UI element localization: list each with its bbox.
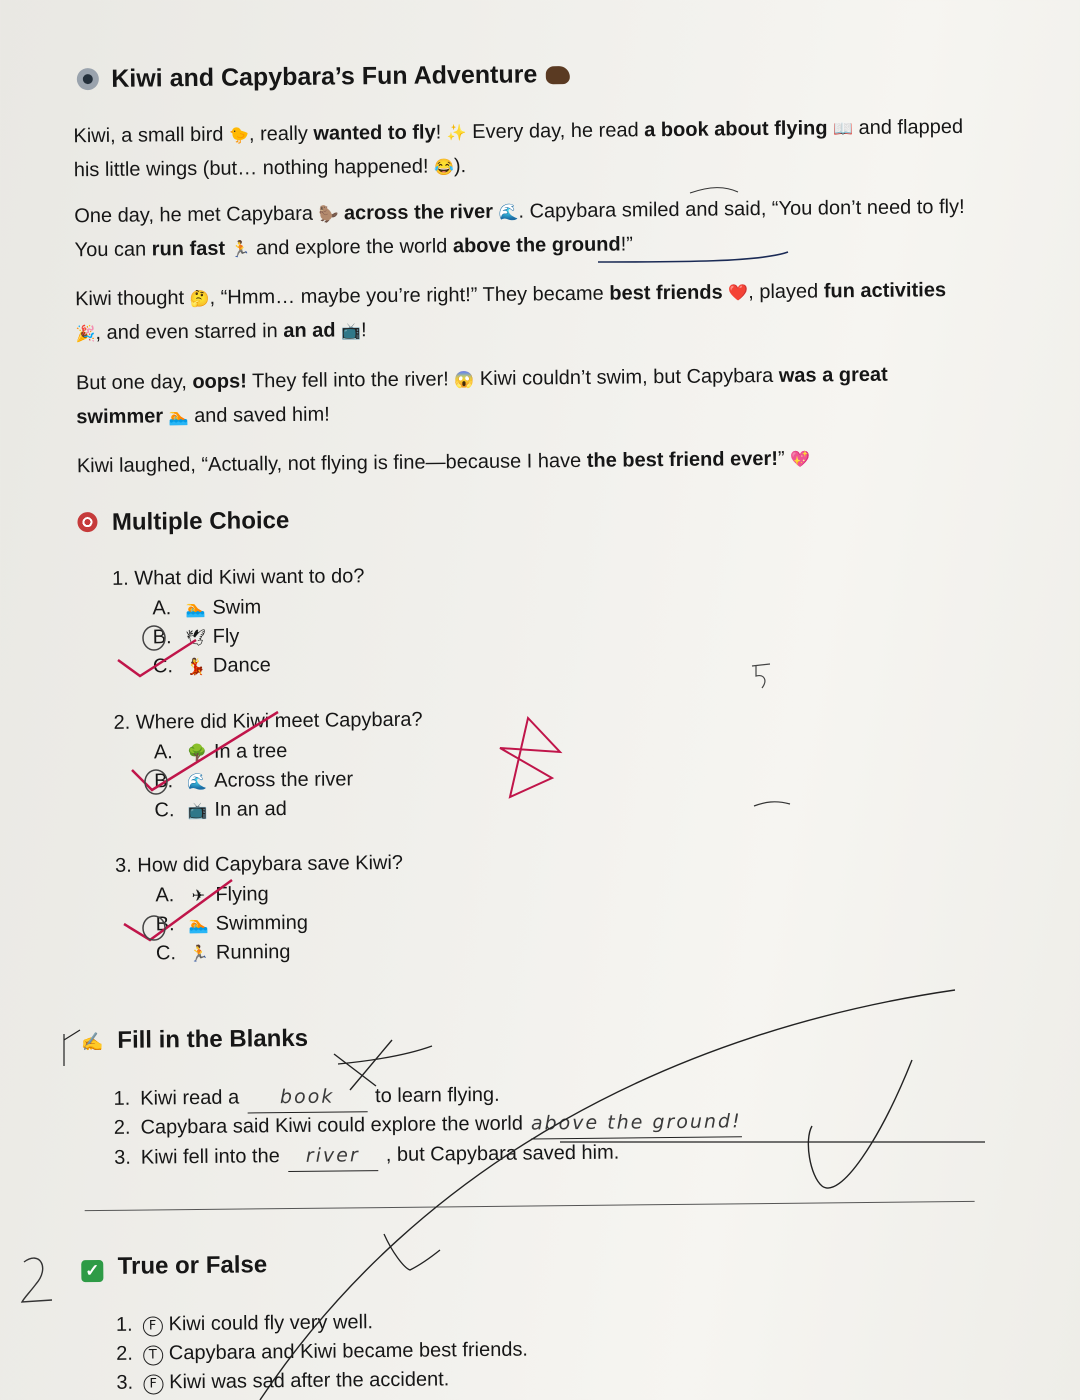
mc-option[interactable] bbox=[153, 651, 271, 682]
fib-prompt: Capybara said Kiwi could explore the world bbox=[140, 1112, 524, 1139]
fib-answer[interactable]: book bbox=[247, 1082, 367, 1113]
mc-option[interactable] bbox=[154, 737, 288, 768]
emoji-icon: 🎉 bbox=[75, 326, 96, 344]
emoji-icon: 😂 bbox=[433, 159, 455, 177]
emoji-icon: 😱 bbox=[454, 372, 475, 390]
mc-option-text: In an ad bbox=[214, 798, 287, 821]
story-text: and saved him! bbox=[188, 403, 330, 428]
emoji-icon: 🐤 bbox=[228, 127, 250, 145]
mc-option-letter: A. bbox=[152, 597, 172, 620]
mc-option-text: Swimming bbox=[215, 911, 309, 935]
swimmer-icon: 🏊 bbox=[188, 916, 209, 935]
story-text: ! bbox=[360, 319, 367, 342]
mc-option-text: Fly bbox=[212, 625, 240, 648]
fib-item bbox=[114, 1107, 750, 1144]
mc-option-text: Dance bbox=[212, 654, 271, 677]
story-text: They fell into the river! bbox=[246, 368, 455, 393]
fib-continuation: to learn flying. bbox=[375, 1083, 500, 1108]
mc-question: 1. What did Kiwi want to do? bbox=[111, 565, 365, 590]
mc-option[interactable] bbox=[156, 909, 309, 941]
fib-answer[interactable]: river bbox=[288, 1141, 378, 1172]
story-text: ). bbox=[453, 155, 467, 178]
emoji-icon: 🦫 bbox=[318, 206, 339, 224]
story-paragraph bbox=[77, 441, 977, 484]
tf-number: 1. bbox=[115, 1313, 133, 1336]
emoji-icon: 🌊 bbox=[498, 204, 519, 222]
emoji-icon: 💖 bbox=[790, 451, 811, 469]
story-text: Kiwi couldn’t swim, but Capybara bbox=[474, 364, 779, 391]
writing-hand-icon: ✍ bbox=[80, 1031, 104, 1053]
dancer-icon: 💃 bbox=[185, 658, 207, 677]
tf-item bbox=[116, 1336, 528, 1369]
runner-icon: 🏃 bbox=[188, 945, 210, 964]
story-text: , really bbox=[248, 122, 314, 146]
story-bold-text: was a great swimmer bbox=[76, 363, 888, 429]
story-text: . Capybara smiled and said, “You don’t need to fly! You can bbox=[74, 195, 965, 262]
fib-number: 2. bbox=[113, 1116, 131, 1139]
mc-option[interactable] bbox=[152, 593, 261, 624]
emoji-icon: ❤️ bbox=[728, 285, 749, 303]
story-bold-text: across the river bbox=[343, 200, 494, 225]
mc-option-text: Flying bbox=[215, 883, 269, 906]
checkbox-icon: ✓ bbox=[81, 1260, 103, 1282]
story-bold-text: best friends bbox=[609, 281, 723, 305]
story-bold-text: above the ground bbox=[452, 233, 621, 258]
mc-option-letter: A. bbox=[155, 884, 175, 907]
tf-number: 3. bbox=[116, 1371, 134, 1394]
story-text: Kiwi laughed, “Actually, not flying is fine—because I have bbox=[76, 449, 587, 478]
capybara-icon bbox=[546, 66, 570, 84]
story-text: ! bbox=[435, 121, 447, 144]
mc-option-text: Running bbox=[215, 941, 291, 964]
mc-question: 2. Where did Kiwi meet Capybara? bbox=[113, 708, 423, 734]
mc-option[interactable] bbox=[155, 880, 269, 911]
story-paragraph bbox=[76, 358, 977, 435]
airplane-icon: ✈ bbox=[191, 887, 206, 906]
mc-option[interactable] bbox=[153, 623, 240, 654]
fib-prompt: Kiwi fell into the bbox=[140, 1145, 280, 1169]
mc-option-letter: B. bbox=[155, 913, 175, 936]
tf-answer[interactable]: F bbox=[143, 1374, 163, 1394]
story-text: , played bbox=[748, 280, 824, 304]
emoji-icon: 🏃 bbox=[230, 241, 251, 259]
mc-option-letter: B. bbox=[154, 770, 174, 793]
mc-heading-text: Multiple Choice bbox=[111, 507, 290, 536]
fib-prompt: Kiwi read a bbox=[140, 1086, 240, 1110]
tf-answer[interactable]: T bbox=[143, 1345, 163, 1365]
story-text: But one day, bbox=[75, 371, 193, 395]
tf-number: 2. bbox=[116, 1342, 133, 1365]
emoji-icon: ✨ bbox=[446, 125, 467, 143]
story-text: , and even starred in bbox=[95, 320, 284, 345]
mc-option-letter: C. bbox=[154, 799, 175, 822]
story-text: !” bbox=[620, 233, 634, 256]
tf-statement: Kiwi was sad after the accident. bbox=[169, 1368, 450, 1394]
story-text: One day, he met Capybara bbox=[74, 202, 319, 228]
mc-option-text: Across the river bbox=[214, 768, 354, 792]
tf-statement: Capybara and Kiwi became best friends. bbox=[168, 1338, 529, 1365]
mc-option-letter: C. bbox=[152, 655, 174, 678]
emoji-icon: 📖 bbox=[833, 121, 854, 139]
story-bold-text: run fast bbox=[151, 237, 226, 261]
wave-icon: 🌊 bbox=[187, 773, 208, 792]
title-row bbox=[77, 60, 570, 94]
story-paragraph bbox=[73, 111, 974, 188]
mc-option-letter: A. bbox=[153, 741, 173, 764]
tree-icon: 🌳 bbox=[186, 744, 207, 763]
mc-option[interactable] bbox=[154, 765, 353, 797]
fib-number: 1. bbox=[113, 1087, 131, 1110]
story-paragraph bbox=[75, 274, 976, 351]
emoji-icon: 🏊 bbox=[168, 409, 189, 427]
page-title: Kiwi and Capybara’s Fun Adventure bbox=[111, 60, 538, 93]
tf-heading bbox=[81, 1251, 267, 1282]
fib-item bbox=[114, 1139, 619, 1174]
story-text: and explore the world bbox=[250, 235, 454, 260]
tf-item bbox=[116, 1365, 449, 1397]
eye-icon bbox=[77, 68, 99, 90]
story-text: ” bbox=[777, 447, 791, 470]
tf-answer[interactable]: F bbox=[142, 1316, 162, 1336]
fib-continuation: , but Capybara saved him. bbox=[385, 1141, 620, 1167]
mc-option[interactable] bbox=[154, 795, 287, 826]
mc-option-letter: B. bbox=[152, 626, 172, 649]
story-paragraph bbox=[74, 191, 975, 268]
story-text: Kiwi, a small bird bbox=[73, 123, 230, 148]
tf-item bbox=[116, 1308, 373, 1340]
story-bold-text: oops! bbox=[192, 370, 247, 394]
dove-icon: 🕊 bbox=[185, 629, 206, 648]
story-bold-text: fun activities bbox=[823, 279, 947, 303]
emoji-icon: 🤔 bbox=[189, 290, 210, 309]
story-text: , “Hmm… maybe you’re right!” They became bbox=[209, 282, 610, 309]
story-bold-text: an ad bbox=[283, 319, 336, 343]
mc-option-letter: C. bbox=[155, 942, 177, 965]
story-bold-text: a book about flying bbox=[644, 117, 828, 142]
tf-statement: Kiwi could fly very well. bbox=[168, 1311, 374, 1336]
section-divider bbox=[85, 1201, 975, 1211]
story-bold-text: wanted to fly bbox=[313, 121, 436, 145]
story-text: Every day, he read bbox=[466, 119, 645, 144]
story bbox=[73, 111, 973, 478]
fib-heading bbox=[81, 1025, 308, 1055]
mc-option-text: Swim bbox=[212, 596, 262, 619]
mc-option[interactable] bbox=[156, 938, 291, 969]
mc-heading bbox=[77, 507, 289, 537]
mc-question: 3. How did Capybara save Kiwi? bbox=[114, 851, 404, 877]
tf-heading-text: True or False bbox=[117, 1251, 268, 1280]
swimmer-icon: 🏊 bbox=[185, 600, 206, 619]
mc-option-text: In a tree bbox=[213, 740, 288, 763]
fib-answer[interactable]: above the ground! bbox=[531, 1107, 742, 1139]
fib-heading-text: Fill in the Blanks bbox=[117, 1024, 309, 1054]
story-text: Kiwi thought bbox=[75, 287, 190, 311]
target-icon bbox=[77, 512, 97, 532]
fib-number: 3. bbox=[114, 1146, 131, 1169]
tv-icon: 📺 bbox=[187, 802, 208, 821]
story-bold-text: the best friend ever! bbox=[586, 447, 779, 472]
story-text: and flapped his little wings (but… nothing happened! bbox=[73, 115, 964, 182]
emoji-icon: 📺 bbox=[341, 323, 362, 341]
